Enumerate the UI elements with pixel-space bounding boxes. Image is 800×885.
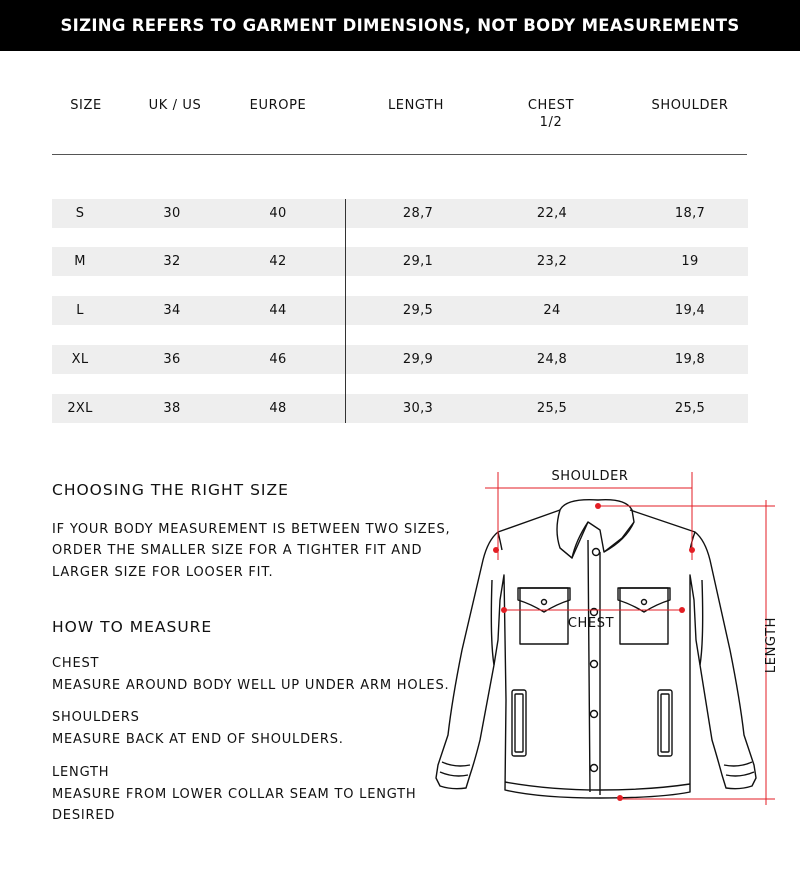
table-row [52, 199, 748, 228]
header-shoulder: SHOULDER [651, 98, 729, 113]
length-text-2: DESIRED [52, 808, 116, 823]
choosing-title: CHOOSING THE RIGHT SIZE [52, 481, 289, 499]
cell-europe: 44 [269, 303, 287, 318]
banner: SIZING REFERS TO GARMENT DIMENSIONS, NOT BODY MEASUREMENTS [0, 0, 800, 51]
table-vertical-divider [345, 199, 346, 423]
cell-europe: 42 [269, 254, 287, 269]
cell-europe: 40 [269, 206, 287, 221]
header-divider [52, 154, 747, 155]
chest-text: MEASURE AROUND BODY WELL UP UNDER ARM HOLES. [52, 678, 450, 693]
header-europe: EUROPE [249, 98, 307, 113]
table-row [52, 394, 748, 423]
shoulders-text: MEASURE BACK AT END OF SHOULDERS. [52, 732, 344, 747]
shoulders-title: SHOULDERS [52, 710, 140, 725]
cell-shoulder: 19 [681, 254, 699, 269]
jacket-icon [436, 500, 756, 798]
measurement-guides [485, 472, 775, 805]
cell-chest: 24 [543, 303, 561, 318]
header-size: SIZE [70, 98, 102, 113]
cell-size: L [76, 303, 84, 318]
choosing-line-1: IF YOUR BODY MEASUREMENT IS BETWEEN TWO SIZES, [52, 522, 451, 537]
table-row [52, 296, 748, 325]
cell-uk-us: 30 [163, 206, 181, 221]
cell-size: S [75, 206, 85, 221]
length-title: LENGTH [52, 765, 110, 780]
cell-shoulder: 18,7 [674, 206, 706, 221]
cell-chest: 25,5 [536, 401, 568, 416]
cell-length: 28,7 [402, 206, 434, 221]
cell-chest: 24,8 [536, 352, 568, 367]
jacket-diagram [420, 450, 800, 830]
cell-size: 2XL [67, 401, 93, 416]
header-chest: CHEST 1/2 [527, 98, 575, 130]
cell-length: 29,1 [402, 254, 434, 269]
cell-shoulder: 19,8 [674, 352, 706, 367]
choosing-line-2: ORDER THE SMALLER SIZE FOR A TIGHTER FIT AND [52, 543, 423, 558]
how-title: HOW TO MEASURE [52, 618, 213, 636]
cell-uk-us: 34 [163, 303, 181, 318]
cell-uk-us: 38 [163, 401, 181, 416]
length-text-1: MEASURE FROM LOWER COLLAR SEAM TO LENGTH [52, 787, 417, 802]
table-row [52, 345, 748, 374]
header-uk-us: UK / US [148, 98, 202, 113]
cell-europe: 48 [269, 401, 287, 416]
choosing-line-3: LARGER SIZE FOR LOOSER FIT. [52, 565, 274, 580]
chest-title: CHEST [52, 656, 100, 671]
cell-shoulder: 19,4 [674, 303, 706, 318]
cell-chest: 22,4 [536, 206, 568, 221]
length-label: LENGTH [764, 616, 779, 674]
cell-size: M [74, 254, 86, 269]
shoulder-label: SHOULDER [551, 469, 629, 484]
table-row [52, 247, 748, 276]
cell-length: 30,3 [402, 401, 434, 416]
cell-uk-us: 32 [163, 254, 181, 269]
chest-label: CHEST [567, 616, 615, 631]
cell-uk-us: 36 [163, 352, 181, 367]
cell-chest: 23,2 [536, 254, 568, 269]
header-length: LENGTH [387, 98, 445, 113]
cell-size: XL [71, 352, 89, 367]
cell-length: 29,9 [402, 352, 434, 367]
cell-length: 29,5 [402, 303, 434, 318]
cell-shoulder: 25,5 [674, 401, 706, 416]
cell-europe: 46 [269, 352, 287, 367]
